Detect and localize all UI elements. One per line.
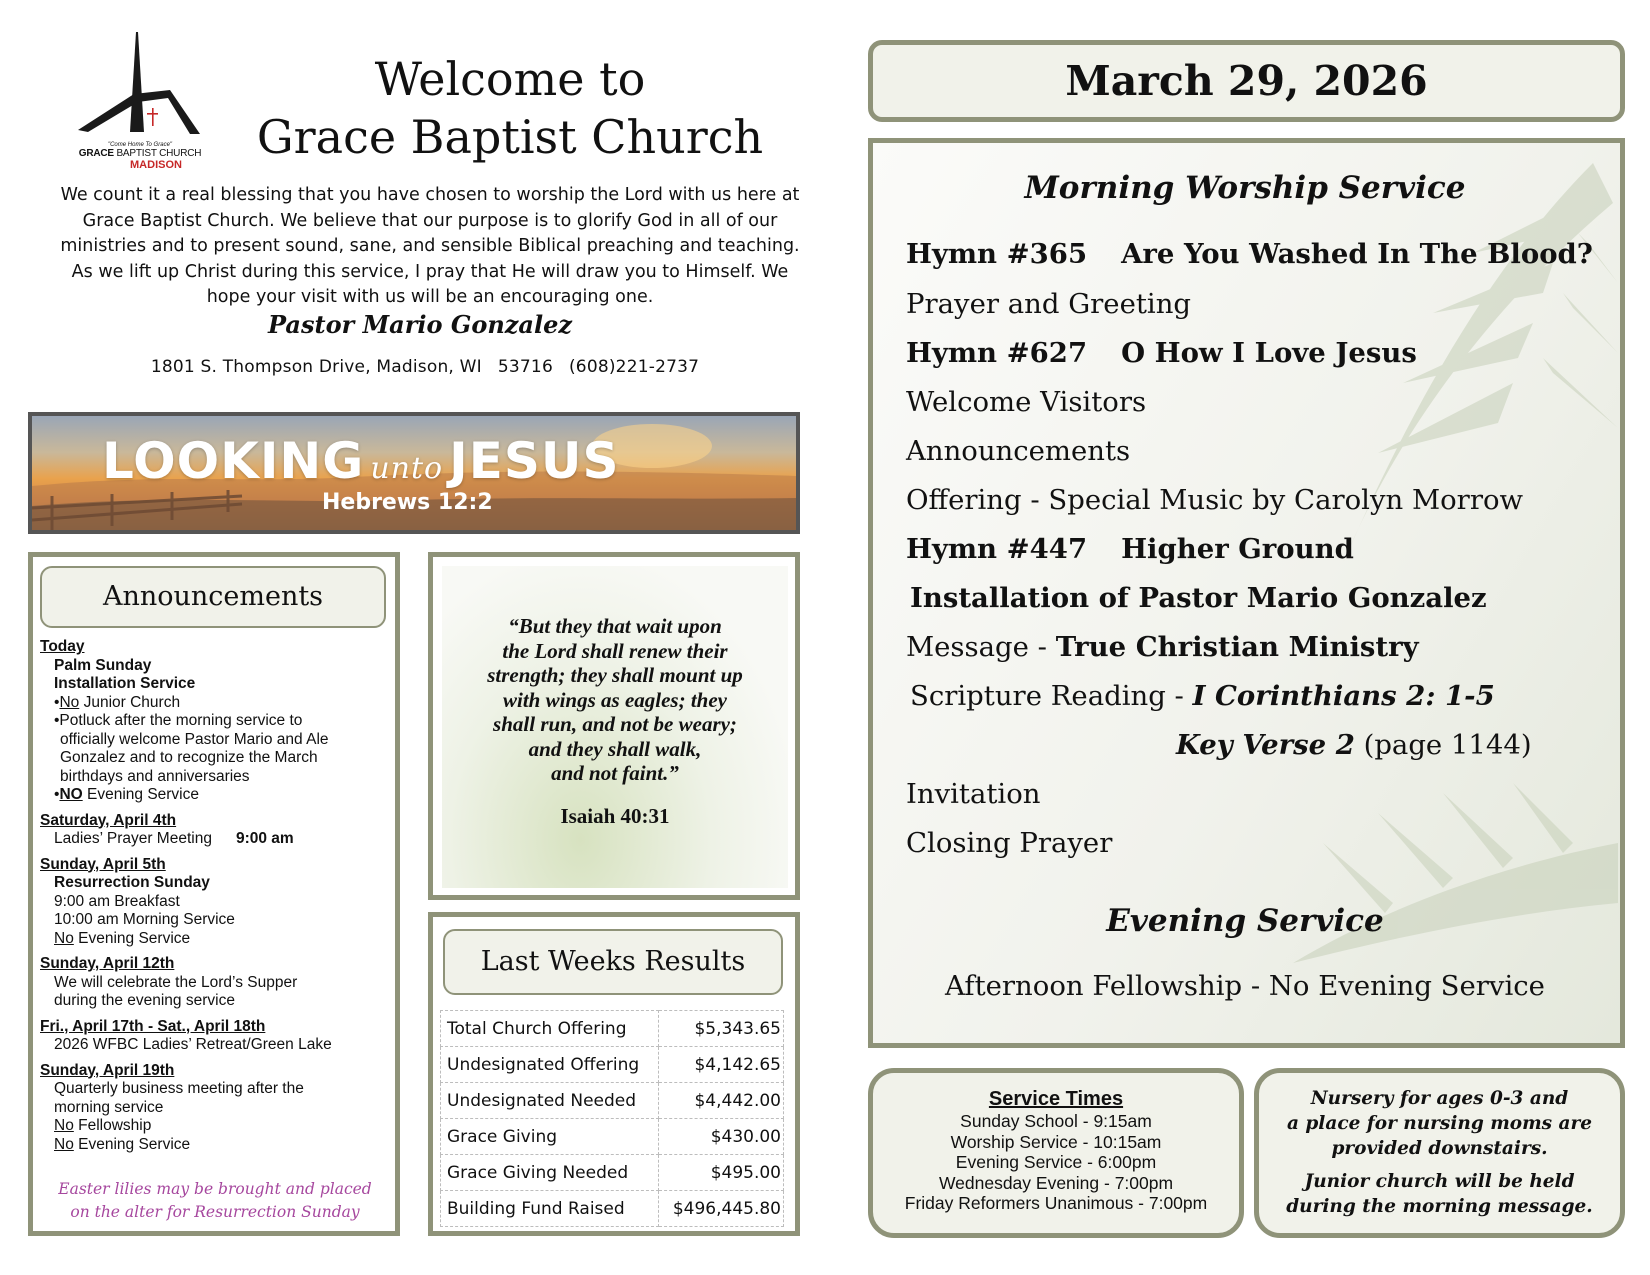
announcement-line: Resurrection Sunday xyxy=(54,874,210,891)
announcement-line xyxy=(40,930,390,949)
service-item-offering: Offering - Special Music by Carolyn Morrow xyxy=(906,484,1524,516)
service-item-prayer-greeting: Prayer and Greeting xyxy=(906,288,1192,320)
table-row xyxy=(441,1011,784,1047)
pastor-signature: Pastor Mario Gonzalez xyxy=(268,310,572,339)
service-time-line: Sunday School - 9:15am xyxy=(960,1111,1152,1131)
service-item-scripture xyxy=(910,680,1495,712)
easter-note-line: on the alter for Resurrection Sunday xyxy=(70,1203,360,1221)
verse-line: shall run, and not be weary; xyxy=(493,712,737,736)
announcement-line xyxy=(40,830,390,849)
nursery-line: provided downstairs. xyxy=(1331,1138,1548,1159)
scripture-prefix: Scripture Reading - xyxy=(910,680,1193,712)
welcome-title-line2: Grace Baptist Church xyxy=(256,110,764,164)
announcement-time: 9:00 am xyxy=(235,830,294,847)
announcement-line-rest: Evening Service xyxy=(73,929,191,947)
church-logo xyxy=(70,32,210,172)
logo-name xyxy=(70,148,210,159)
steeple-icon xyxy=(70,32,210,142)
announcement-line-rest: Fellowship xyxy=(73,1117,152,1134)
easter-lilies-note xyxy=(40,1178,390,1224)
service-item-message xyxy=(906,631,1419,663)
announcement-line: 9:00 am Breakfast xyxy=(54,892,180,910)
result-label: Total Church Offering xyxy=(441,1011,659,1047)
welcome-title xyxy=(230,50,790,166)
easter-note-line: Easter lilies may be brought and placed xyxy=(58,1180,372,1198)
announcements-title: Announcements xyxy=(40,566,386,628)
verse-reference: Isaiah 40:31 xyxy=(560,804,670,828)
bulletin-date: March 29, 2026 xyxy=(868,40,1625,122)
hymn-number: Hymn #447 xyxy=(906,533,1088,565)
announcement-line: Quarterly business meeting after the xyxy=(54,1080,304,1097)
announcement-line: 10:00 am Morning Service xyxy=(54,911,235,928)
announcement-line: during the evening service xyxy=(54,992,235,1009)
nursery-line: Junior church will be held xyxy=(1304,1171,1575,1192)
announcement-heading: Sunday, April 19th xyxy=(40,1061,175,1079)
service-time-line: Wednesday Evening - 7:00pm xyxy=(938,1172,1174,1193)
service-item-installation: Installation of Pastor Mario Gonzalez xyxy=(910,582,1487,614)
announcement-heading: Sunday, April 12th xyxy=(40,955,175,972)
announcement-emphasis: No xyxy=(54,1117,74,1134)
hymn-title: Higher Ground xyxy=(1121,533,1354,565)
announcement-line: Installation Service xyxy=(54,675,196,692)
verse-line: strength; they shall mount up xyxy=(487,663,743,687)
message-prefix: Message - xyxy=(906,631,1056,663)
junior-church-paragraph xyxy=(1264,1169,1615,1219)
service-item-invitation: Invitation xyxy=(906,778,1041,810)
announcement-emphasis: No xyxy=(54,1135,74,1153)
table-row xyxy=(441,1119,784,1155)
result-label: Building Fund Raised xyxy=(441,1191,659,1227)
nursery-line: a place for nursing moms are xyxy=(1286,1113,1593,1134)
nursery-paragraph xyxy=(1264,1086,1615,1161)
nursery-line: Nursery for ages 0-3 and xyxy=(1310,1088,1569,1109)
results-table xyxy=(440,1010,784,1227)
evening-service-title: Evening Service xyxy=(1106,903,1384,939)
result-amount: $5,343.65 xyxy=(659,1011,784,1047)
announcement-line: birthdays and anniversaries xyxy=(60,767,250,785)
announcement-group-apr19 xyxy=(40,1062,390,1155)
banner-word-unto: unto xyxy=(370,451,444,486)
logo-name-bold: GRACE xyxy=(78,148,114,159)
result-amount: $495.00 xyxy=(659,1155,784,1191)
announcement-line: •No Junior Church xyxy=(54,693,181,711)
announcement-emphasis: NO xyxy=(59,786,83,803)
address-street: 1801 S. Thompson Drive, Madison, WI xyxy=(150,357,482,377)
announcement-group-apr5 xyxy=(40,856,390,949)
welcome-paragraph: We count it a real blessing that you have chosen to worship the Lord with us here at Grace Baptist Church. We believe that our purpose is to glorify God in all of our ministries and to present sound, sane, and sensible Biblical preaching and teaching. As we lift up Christ during this service, I pray that He will draw you to Himself. We hope your visit with us will be an encouraging one. xyxy=(60,185,800,307)
service-times xyxy=(880,1088,1232,1214)
announcement-group-apr12 xyxy=(40,955,390,1011)
service-item-key-verse xyxy=(1176,729,1532,761)
announcement-heading: Sunday, April 5th xyxy=(40,855,166,873)
address-phone: (608)221-2737 xyxy=(568,357,700,377)
service-item-welcome-visitors: Welcome Visitors xyxy=(906,386,1147,418)
announcement-line: Palm Sunday xyxy=(54,656,152,674)
announcement-line-rest: Junior Church xyxy=(79,693,181,711)
service-time-line: Friday Reformers Unanimous - 7:00pm xyxy=(904,1193,1208,1213)
announcement-line: •Potluck after the morning service to xyxy=(54,712,303,729)
announcements-list xyxy=(40,638,390,1161)
welcome-title-line1: Welcome to xyxy=(374,52,646,106)
verse-line: and not faint.” xyxy=(551,761,679,785)
morning-service-title: Morning Worship Service xyxy=(1024,170,1466,206)
announcement-line: •NO Evening Service xyxy=(54,786,199,803)
key-verse-page: (page 1144) xyxy=(1354,729,1532,761)
looking-unto-jesus-banner xyxy=(28,412,800,534)
key-verse: Key Verse 2 xyxy=(1176,729,1355,761)
hymn-number: Hymn #365 xyxy=(906,238,1088,270)
result-label: Grace Giving Needed xyxy=(441,1155,659,1191)
service-item-announcements: Announcements xyxy=(906,435,1131,467)
address-zip: 53716 xyxy=(497,357,553,377)
service-item-hymn-627 xyxy=(906,337,1417,369)
announcement-group-apr17 xyxy=(40,1018,390,1055)
result-label: Undesignated Needed xyxy=(441,1083,659,1119)
service-time-line: Worship Service - 10:15am xyxy=(950,1131,1162,1152)
scripture-reference: I Corinthians 2: 1-5 xyxy=(1192,680,1495,712)
announcement-group-today xyxy=(40,638,390,805)
result-label: Undesignated Offering xyxy=(441,1047,659,1083)
announcement-heading: Today xyxy=(40,638,85,655)
announcement-line xyxy=(40,1136,390,1155)
result-amount: $430.00 xyxy=(659,1119,784,1155)
hymn-title: Are You Washed In The Blood? xyxy=(1121,238,1593,270)
verse-quote xyxy=(448,614,782,786)
evening-service-text: Afternoon Fellowship - No Evening Service xyxy=(945,970,1545,1002)
logo-name-rest: BAPTIST CHURCH xyxy=(116,148,202,159)
announcement-line-rest: Evening Service xyxy=(73,1135,191,1153)
table-row xyxy=(441,1083,784,1119)
announcement-line-rest: Evening Service xyxy=(82,786,199,803)
announcement-line: morning service xyxy=(54,1098,164,1116)
announcement-emphasis: No xyxy=(54,929,74,947)
logo-tagline: "Come Home To Grace" xyxy=(107,142,173,148)
service-item-hymn-365 xyxy=(906,238,1593,270)
announcement-line: Gonzalez and to recognize the March xyxy=(60,749,318,766)
result-amount: $4,142.65 xyxy=(659,1047,784,1083)
result-amount: $496,445.80 xyxy=(659,1191,784,1227)
announcement-line: officially welcome Pastor Mario and Ale xyxy=(60,730,329,748)
message-title: True Christian Ministry xyxy=(1055,631,1419,663)
announcement-line: 2026 WFBC Ladies’ Retreat/Green Lake xyxy=(54,1036,332,1053)
banner-headline xyxy=(102,432,619,490)
service-times-title: Service Times xyxy=(988,1088,1124,1110)
verse-line: the Lord shall renew their xyxy=(502,638,728,663)
verse-line: with wings as eagles; they xyxy=(502,687,728,712)
banner-word-looking: LOOKING xyxy=(102,432,365,490)
verse-line: and they shall walk, xyxy=(528,736,702,761)
service-item-hymn-447 xyxy=(906,533,1354,565)
announcement-heading: Saturday, April 4th xyxy=(40,811,177,829)
table-row xyxy=(441,1191,784,1227)
announcement-group-apr4 xyxy=(40,812,390,849)
results-title: Last Weeks Results xyxy=(443,929,783,995)
result-amount: $4,442.00 xyxy=(659,1083,784,1119)
banner-word-jesus: JESUS xyxy=(449,432,620,490)
nursery-info xyxy=(1264,1086,1615,1219)
announcement-emphasis: No xyxy=(59,693,80,711)
service-time-line: Evening Service - 6:00pm xyxy=(955,1152,1157,1172)
logo-city: MADISON xyxy=(130,159,182,171)
banner-reference: Hebrews 12:2 xyxy=(322,490,493,515)
announcement-line xyxy=(40,1117,390,1136)
nursery-line: during the morning message. xyxy=(1286,1196,1593,1217)
hymn-number: Hymn #627 xyxy=(906,337,1088,369)
table-row xyxy=(441,1155,784,1191)
result-label: Grace Giving xyxy=(441,1119,659,1155)
service-item-closing-prayer: Closing Prayer xyxy=(906,827,1113,859)
announcement-heading: Fri., April 17th - Sat., April 18th xyxy=(40,1017,266,1035)
hymn-title: O How I Love Jesus xyxy=(1121,337,1417,369)
announcement-line: We will celebrate the Lord’s Supper xyxy=(54,973,298,991)
church-address xyxy=(100,357,750,377)
table-row xyxy=(441,1047,784,1083)
announcement-event: Ladies’ Prayer Meeting xyxy=(54,830,212,847)
verse-line: “But they that wait upon xyxy=(508,614,722,638)
